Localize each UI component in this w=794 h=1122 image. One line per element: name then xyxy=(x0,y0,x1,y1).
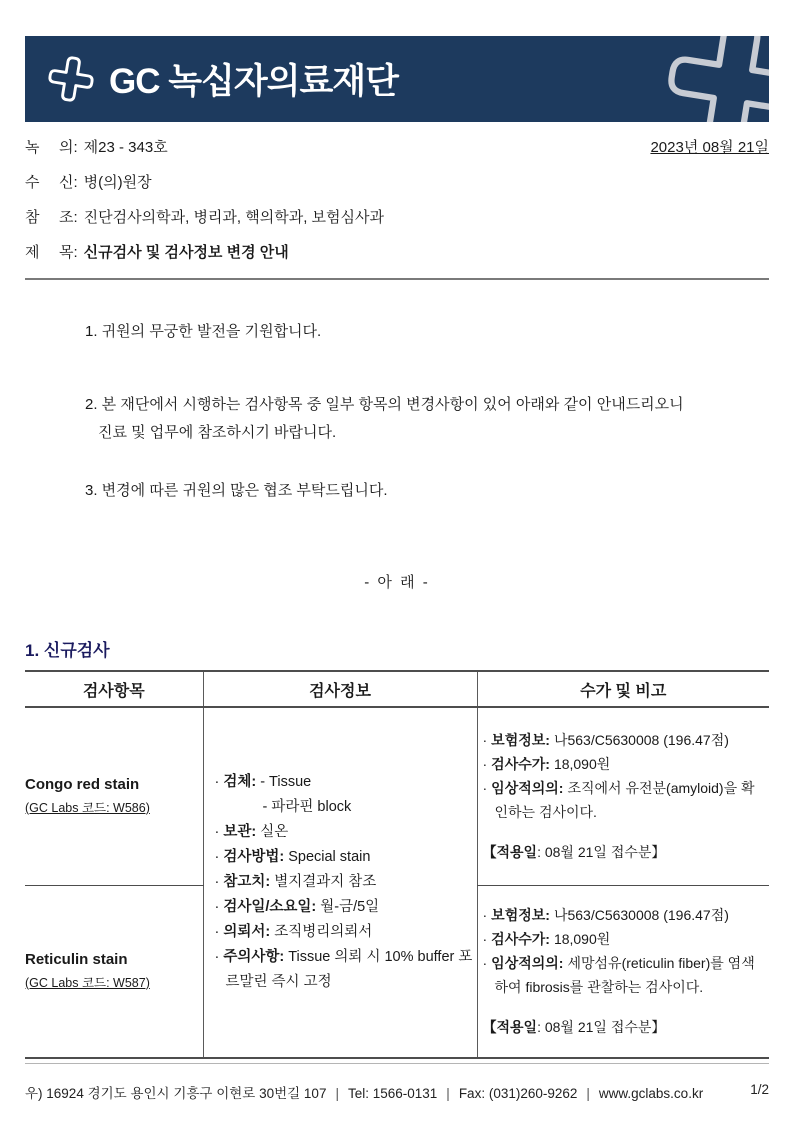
test-code: (GC Labs 코드: W587) xyxy=(25,975,150,990)
section-title: 1. 신규검사 xyxy=(25,641,110,660)
col-header-test-info: 검사정보 xyxy=(203,671,477,707)
apply-date: 【적용일: 08월 21일 접수분】 xyxy=(482,844,666,861)
test-info-cell xyxy=(203,707,477,1058)
recipient-value: 병(의)원장 xyxy=(83,174,152,191)
bullet-icon: · xyxy=(214,874,220,890)
table-row xyxy=(25,707,769,885)
subject-label-2: 목: xyxy=(59,244,78,261)
header-divider xyxy=(25,278,769,280)
recipient-label-1: 수 xyxy=(25,174,40,191)
bullet-icon: · xyxy=(214,824,220,840)
info-schedule: · 검사일/소요일: 월-금/5일 xyxy=(214,899,380,915)
new-tests-table xyxy=(25,670,769,1059)
insurance-info: · 보험정보: 나563/C5630008 (196.47점) xyxy=(482,907,729,924)
test-code: (GC Labs 코드: W586) xyxy=(25,800,150,815)
paragraph-3: 3. 변경에 따른 귀원의 많은 협조 부탁드립니다. xyxy=(85,482,388,499)
paragraph-2-line-2: 진료 및 업무에 참조하시기 바랍니다. xyxy=(98,424,337,441)
footer-tel: Tel: 1566-0131 xyxy=(347,1086,438,1101)
info-caution: · 주의사항: Tissue 의뢰 시 10% buffer 포르말린 즉시 고정 xyxy=(214,949,473,990)
bullet-icon: · xyxy=(214,924,220,940)
doc-number-row xyxy=(25,138,769,158)
cc-row xyxy=(25,208,769,228)
bullet-icon: · xyxy=(482,931,488,948)
test-name-cell-reticulin xyxy=(25,885,203,1058)
doc-number-value: 제23 - 343호 xyxy=(83,139,168,156)
bullet-icon: · xyxy=(482,756,488,773)
footer-contact xyxy=(25,1082,703,1102)
clinical-significance: · 임상적의의: 세망섬유(reticulin fiber)를 염색하여 fibrosis를 관찰하는 검사이다. xyxy=(482,955,755,996)
bullet-icon: · xyxy=(482,732,488,749)
test-price: · 검사수가: 18,090원 xyxy=(482,756,611,773)
subject-row xyxy=(25,243,769,263)
info-specimen: · 검체: - Tissue xyxy=(214,774,312,790)
bullet-icon: · xyxy=(482,955,488,972)
test-name: Reticulin stain xyxy=(25,950,128,968)
info-method: · 검사방법: Special stain xyxy=(214,849,371,865)
cc-value: 진단검사의학과, 병리과, 핵의학과, 보험심사과 xyxy=(83,209,384,226)
footer-divider xyxy=(25,1063,769,1064)
bullet-icon: · xyxy=(214,949,220,965)
recipient-row xyxy=(25,173,769,193)
info-form: · 의뢰서: 조직병리의뢰서 xyxy=(214,924,373,940)
price-cell-reticulin xyxy=(477,885,769,1058)
bullet-icon: · xyxy=(214,899,220,915)
footer-separator: | xyxy=(446,1086,450,1101)
page-number: 1/2 xyxy=(750,1082,769,1097)
info-reference: · 참고치: 별지결과지 참조 xyxy=(214,874,377,890)
paragraph-2 xyxy=(85,391,769,447)
table-header-row xyxy=(25,671,769,707)
bullet-icon: · xyxy=(482,907,488,924)
test-price: · 검사수가: 18,090원 xyxy=(482,931,611,948)
gc-cross-icon xyxy=(47,55,95,103)
footer-address: 우) 16924 경기도 용인시 기흥구 이현로 30번길 107 xyxy=(25,1086,327,1101)
footer-separator: | xyxy=(335,1086,339,1101)
brand-logo xyxy=(47,54,398,104)
info-storage: · 보관: 실온 xyxy=(214,824,289,840)
footer-fax: Fax: (031)260-9262 xyxy=(458,1086,578,1101)
document-date: 2023년 08월 21일 xyxy=(650,139,769,156)
decorative-cross-icon xyxy=(663,36,769,122)
col-header-test-name: 검사항목 xyxy=(25,671,203,707)
doc-number-label-2: 의: xyxy=(59,139,78,156)
subject-label-1: 제 xyxy=(25,244,40,261)
clinical-significance: · 임상적의의: 조직에서 유전분(amyloid)을 확인하는 검사이다. xyxy=(482,780,755,821)
page-footer xyxy=(25,1082,769,1102)
apply-date: 【적용일: 08월 21일 접수분】 xyxy=(482,1019,666,1036)
bullet-icon: · xyxy=(482,780,488,797)
subject-value: 신규검사 및 검사정보 변경 안내 xyxy=(83,244,289,261)
info-specimen-line2: - 파라핀 block xyxy=(262,799,352,815)
bullet-icon: · xyxy=(214,774,220,790)
footer-separator: | xyxy=(586,1086,590,1101)
bullet-icon: · xyxy=(214,849,220,865)
recipient-label-2: 신: xyxy=(59,174,78,191)
cc-label-1: 참 xyxy=(25,209,40,226)
brand-name: GC 녹십자의료재단 xyxy=(109,62,398,101)
test-name-cell-congo-red xyxy=(25,707,203,885)
test-name: Congo red stain xyxy=(25,775,140,793)
paragraph-1: 1. 귀원의 무궁한 발전을 기원합니다. xyxy=(85,323,322,340)
letterhead-banner xyxy=(25,36,769,122)
cc-label-2: 조: xyxy=(59,209,78,226)
paragraph-2-line-1: 2. 본 재단에서 시행하는 검사항목 중 일부 항목의 변경사항이 있어 아래와 같이 안내드리오니 xyxy=(85,396,684,413)
price-cell-congo-red xyxy=(477,707,769,885)
col-header-price-remarks: 수가 및 비고 xyxy=(477,671,769,707)
doc-number-label-1: 녹 xyxy=(25,139,40,156)
footer-website: www.gclabs.co.kr xyxy=(598,1086,704,1101)
insurance-info: · 보험정보: 나563/C5630008 (196.47점) xyxy=(482,732,729,749)
document-meta xyxy=(25,138,769,263)
below-marker: - 아 래 - xyxy=(364,574,430,591)
letter-body xyxy=(25,321,769,501)
